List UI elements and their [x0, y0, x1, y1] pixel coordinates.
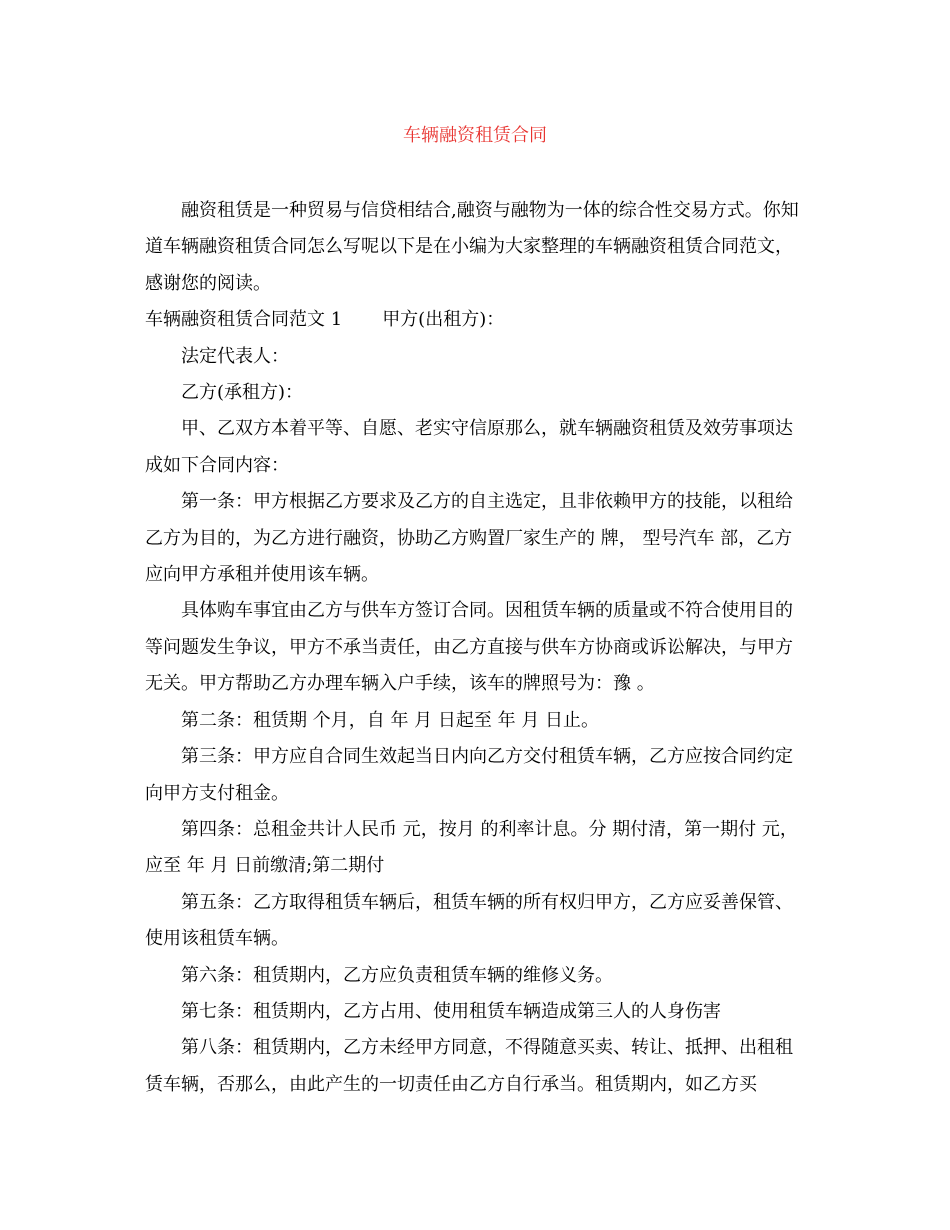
article-6: 第六条：租赁期内，乙方应负责租赁车辆的维修义务。 — [181, 964, 613, 986]
sample-heading-line — [145, 302, 805, 338]
article-8: 第八条：租赁期内，乙方未经甲方同意，不得随意买卖、转让、抵押、出租租赁车辆，否那么，由此产生的一切责任由乙方自行承当。租赁期内，如乙方买 — [145, 1037, 793, 1095]
party-b-label: 乙方(承租方)： — [181, 382, 304, 404]
article-7: 第七条：租赁期内，乙方占用、使用租赁车辆造成第三人的人身伤害 — [181, 1000, 721, 1022]
document-title: 车辆融资租赁合同 — [403, 125, 547, 146]
legal-rep-label: 法定代表人： — [181, 345, 289, 367]
preamble-paragraph: 甲、乙双方本着平等、自愿、老实守信原那么，就车辆融资租赁及效劳事项达成如下合同内容： — [145, 418, 793, 476]
document-body — [145, 193, 805, 1103]
article-5: 第五条：乙方取得租赁车辆后，租赁车辆的所有权归甲方，乙方应妥善保管、使用该租赁车辆。 — [145, 891, 793, 950]
sample-heading: 车辆融资租赁合同范文 1 — [145, 309, 343, 331]
article-1-detail: 具体购车事宜由乙方与供车方签订合同。因租赁车辆的质量或不符合使用目的等问题发生争议，甲方不承当责任，由乙方直接与供车方协商或诉讼解决，与甲方无关。甲方帮助乙方办理车辆入户手续，该车的牌照号为：豫 。 — [145, 600, 793, 695]
article-1: 第一条：甲方根据乙方要求及乙方的自主选定，且非依赖甲方的技能，以租给乙方为目的，为乙方进行融资，协助乙方购置厂家生产的 牌， 型号汽车 部，乙方应向甲方承租并使用该车辆。 — [145, 491, 793, 586]
article-3: 第三条：甲方应自合同生效起当日内向乙方交付租赁车辆，乙方应按合同约定向甲方支付租金。 — [145, 746, 793, 804]
party-a-label: 甲方(出租方)： — [382, 309, 505, 331]
article-4: 第四条：总租金共计人民币 元，按月 的利率计息。分 期付清，第一期付 元，应至 年 月 日前缴清;第二期付 — [145, 818, 798, 877]
intro-paragraph: 融资租赁是一种贸易与信贷相结合,融资与融物为一体的综合性交易方式。你知道车辆融资租赁合同怎么写呢以下是在小编为大家整理的车辆融资租赁合同范文，感谢您的阅读。 — [145, 200, 799, 294]
article-2: 第二条：租赁期 个月，自 年 月 日起至 年 月 日止。 — [181, 709, 600, 731]
